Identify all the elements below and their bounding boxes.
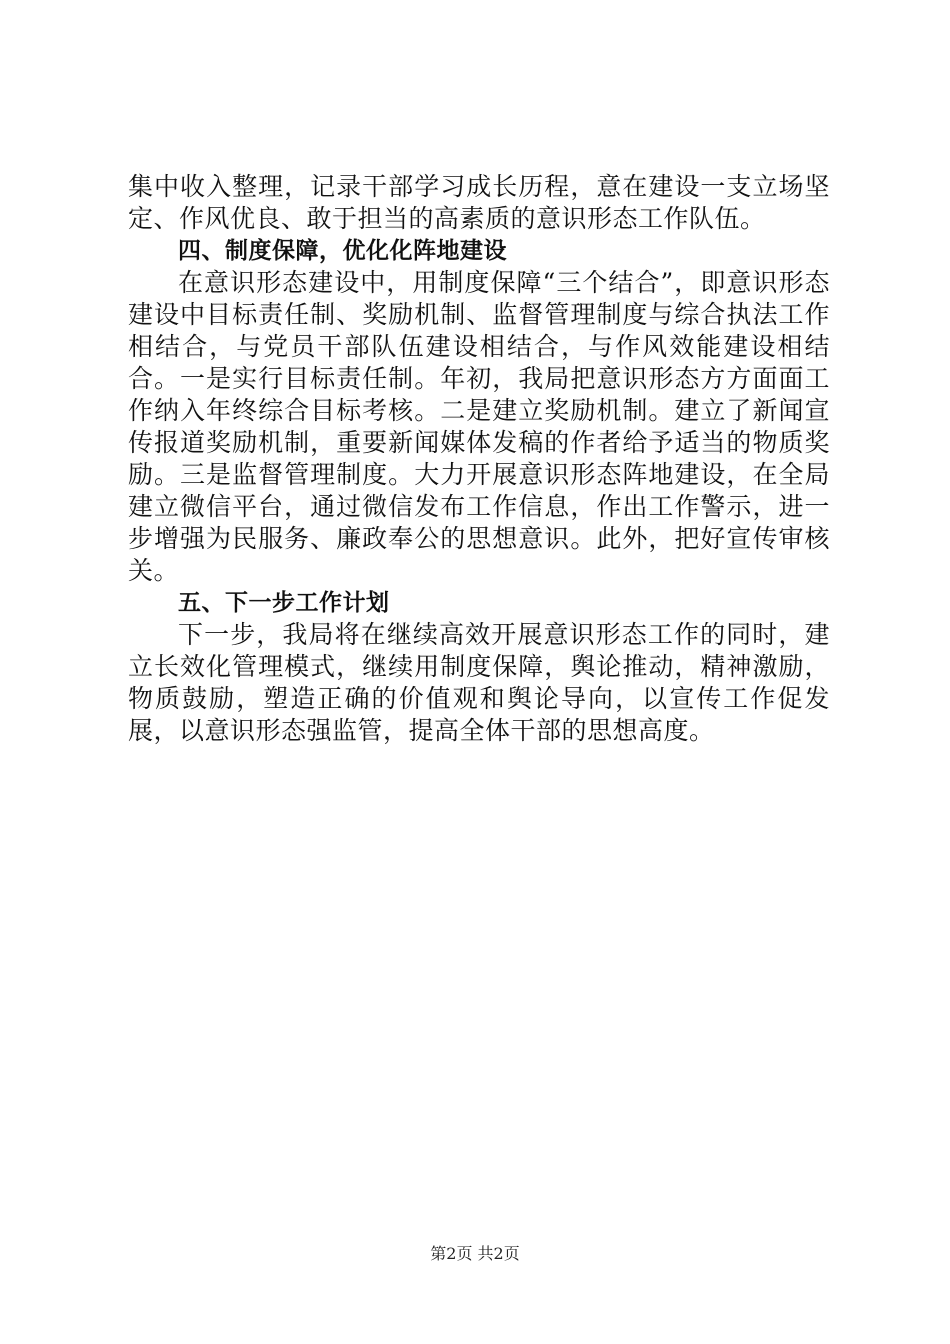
section-heading-four: 四、制度保障，优化化阵地建设 <box>178 238 507 264</box>
document-body <box>128 171 830 747</box>
page-footer <box>0 1244 950 1264</box>
paragraph-system-guarantee: 在意识形态建设中，用制度保障“三个结合”，即意识形态建设中目标责任制、奖励机制、监督管理制度与综合执法工作相结合，与党员干部队伍建设相结合，与作风效能建设相结合。一是实行目标责任制。年初，我局把意识形态方方面面工作纳入年终综合目标考核。二是建立奖励机制。建立了新闻宣传报道奖励机制，重要新闻媒体发稿的作者给予适当的物质奖励。三是监督管理制度。大力开展意识形态阵地建设，在全局建立微信平台，通过微信发布工作信息，作出工作警示，进一步增强为民服务、廉政奉公的思想意识。此外，把好宣传审核关。 <box>128 268 830 585</box>
paragraph-continued: 集中收入整理，记录干部学习成长历程，意在建设一支立场坚定、作风优良、敢于担当的高素质的意识形态工作队伍。 <box>128 172 830 233</box>
page-number-label: 第2页 共2页 <box>430 1244 520 1263</box>
paragraph-next-plan: 下一步，我局将在继续高效开展意识形态工作的同时，建立长效化管理模式，继续用制度保障，舆论推动，精神激励，物质鼓励，塑造正确的价值观和舆论导向，以宣传工作促发展，以意识形态强监管，提高全体干部的思想高度。 <box>128 620 830 745</box>
section-heading-five: 五、下一步工作计划 <box>178 590 390 616</box>
